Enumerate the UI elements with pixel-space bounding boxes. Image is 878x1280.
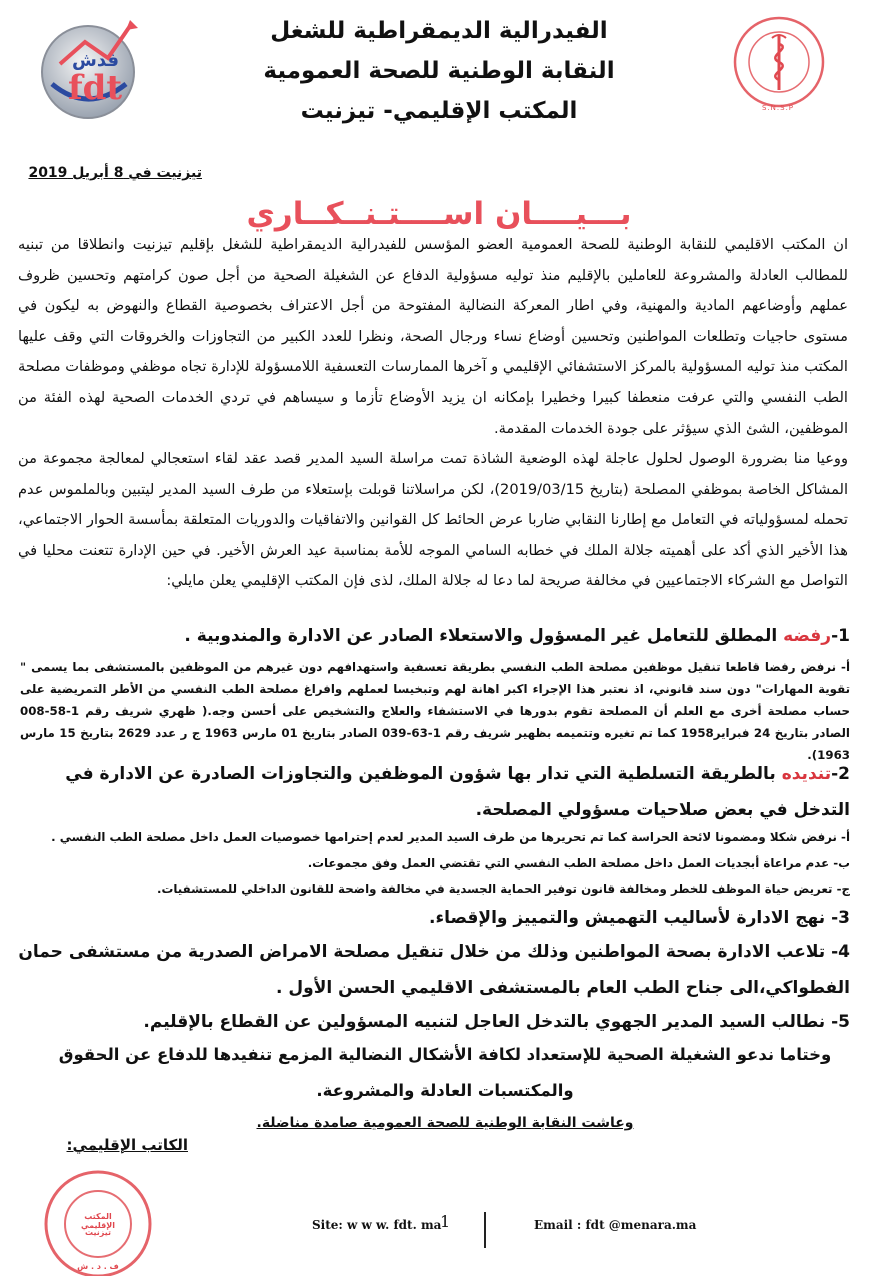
footer-site: Site: w w w. fdt. ma: [312, 1218, 442, 1232]
sub-point-2b: ب- عدم مراعاة أبجديات العمل داخل مصلحة الطب النفسي التي تقتضي العمل وفق مجموعات.: [307, 856, 850, 870]
demand-item-1: [16, 618, 850, 654]
sub-point-1a: أ- نرفض رفضا قاطعا تنقيل موظفين مصلحة الطب النفسي بطريقة تعسفية واستهدافهم دون غيرهم من الموظفين بالمستشفى بما يسمى " تقوية المهارات" دون سند قانوني، اذ نعتبر هذا الإجراء اكبر اهانة لهم وتبخيسا لعملهم وافراغ مصلحة الطب النفسي من الأطر التمريضية على حساب مصلحة أخرى مع العلم أن المصلحة تقوم بدورها في الاستشفاء والعلاج والتشخيص على أحسن وجه.( ظهري شريف رقم 1-58-008 الصادر بتاريخ 24 فبراير1958 كما تم تغيره وتتميمه بظهير شريف رقم 1-63-039 الصادر بتاريخ 01 مارس 1963 ج ر عدد 2629 بتاريخ 15 مارس 1963).: [20, 660, 850, 762]
closing-line-1: وختاما ندعو الشغيلة الصحية للإستعداد لكافة الأشكال النضالية المزمع تنفيدها للدفاع عن الحقوق: [58, 1045, 832, 1064]
item-text: نطالب السيد المدير الجهوي بالتدخل العاجل لتنبيه المسؤولين عن القطاع بالإقليم.: [143, 1012, 832, 1032]
sub-point-2c: ج- تعريض حياة الموظف للخطر ومخالفة قانون توفير الحماية الجسدية في مخالفة واضحة للقانون الداخلي للمستشفيات.: [157, 882, 850, 896]
item-number: 4-: [831, 942, 850, 962]
regional-office-stamp: [30, 1158, 170, 1276]
stamp-center-text-1: المكتب الإقليمي: [81, 1212, 115, 1230]
intro-paragraph-2: ووعيا منا بضرورة الوصول لحلول عاجلة لهذه الوضعية الشاذة تمت مراسلة السيد المدير قصد عقد لقاء استعجالي لمعالجة مجموعة من المشاكل الخاصة بموظفي المصلحة (بتاريخ 2019/03/15)، لكن مراسلاتنا قوبلت بإستعلاء من طرف السيد المدير ليتبين وبالملموس عدم تحمله لمسؤولياته في التعامل مع إطارنا النقابي ضاربا عرض الحائط كل القوانين والاتفاقيات والدوريات المتعلقة بمأسسة الحوار الاجتماعي، هذا الأخير الذي أكد على أهميته جلالة الملك في خطابه السامي الموجه للأمة بمناسبة عيد العرش الأخير. في حين الإدارة تتعنت محليا في التواصل مع الشركاء الاجتماعيين في مخالفة صريحة لما دعا له جلالة الملك، لذى فإن المكتب الإقليمي يعلن مايلي:: [18, 450, 849, 590]
logo-arabic-text: فدش: [72, 50, 120, 71]
document-date: تيزنيت في 8 أبريل 2019: [28, 165, 202, 181]
header-line-2: النقابة الوطنية للصحة العمومية: [263, 58, 615, 84]
demand-item-5: [16, 1004, 850, 1040]
demand-item-3: [16, 900, 850, 936]
header-line-1: الفيدرالية الديمقراطية للشغل: [270, 18, 608, 44]
demand-item-4: [16, 934, 850, 1006]
item-lead: تنديده: [781, 764, 832, 784]
closing-line-2: والمكتسبات العادلة والمشروعة.: [316, 1081, 574, 1100]
logo-fdt-text: fdt: [68, 68, 123, 108]
stamp-center-text-2: تيزنيت: [85, 1228, 111, 1237]
item-number: 5-: [831, 1012, 850, 1032]
item-text: المطلق للتعامل غير المسؤول والاستعلاء الصادر عن الادارة والمندوبية .: [184, 626, 784, 646]
stamp-bottom-text: ف . د . ش: [77, 1262, 119, 1271]
item-number: 2-: [831, 764, 850, 784]
snsp-logo-bottom-text: S.N.S.P: [762, 104, 795, 112]
item-number: 1-: [831, 626, 850, 646]
item-text: نهج الادارة لأساليب التهميش والتمييز والإقصاء.: [429, 908, 832, 928]
footer-page-number: 1: [440, 1212, 451, 1231]
item-number: 3-: [831, 908, 850, 928]
footer-separator: [484, 1212, 486, 1248]
intro-paragraph-1: ان المكتب الاقليمي للنقابة الوطنية للصحة العمومية العضو المؤسس للفيدرالية الديمقراطية للشغل بإقليم تيزنيت وانطلاقا من تبنيه للمطالب العادلة والمشروعة للعاملين بالإقليم منذ توليه مسؤولية الدفاع عن الشغيلة الصحية من أجل صون كرامتهم وتحسين ظروف عملهم وأوضاعهم المادية والمهنية، وفي اطار المعركة النضالية المفتوحة من أجل الاعتراف بخصوصية القطاع والنهوض به ليكون في مستوى حاجيات وتطلعات المواطنين وتحسين أوضاع نساء ورجال الصحة، ونظرا للعدد الكبير من التجاوزات والخروقات التي وقف عليها المكتب منذ توليه المسؤولية بالمركز الاستشفائي الإقليمي و آخرها الممارسات التعسفية اللامسؤولة للإدارة تجاه موظفي وموظفات مصلحة الطب النفسي والتي عرفت منعطفا كبيرا وخطيرا بإمكانه ان يزيد الأوضاع تأزما و سيساهم في تردي الخدمات الصحية لهذه الفئة من الموظفين، الشئ الذي سيؤثر على جودة الخدمات المقدمة.: [18, 236, 848, 437]
demand-item-2: [16, 756, 850, 828]
sub-point-2a: أ- نرفض شكلا ومضمونا لائحة الحراسة كما تم تحريرها من طرف السيد المدير لعدم إحترامها خصوصيات العمل داخل مصلحة الطب النفسي .: [51, 830, 850, 844]
header-line-3: المكتب الإقليمي- تيزنيت: [300, 98, 578, 124]
item-text: بالطريقة التسلطية التي تدار بها شؤون الموظفين والتجاوزات الصادرة عن الادارة في التدخل في بعض صلاحيات مسؤولي المصلحة.: [65, 764, 850, 820]
footer-email: Email : fdt @menara.ma: [534, 1218, 697, 1232]
document-title: بـــيــــان اســــتـنــكــاري: [246, 196, 632, 232]
item-lead: رفضه: [783, 626, 832, 646]
item-text: تلاعب الادارة بصحة المواطنين وذلك من خلال تنقيل مصلحة الامراض الصدرية من مستشفى حمان الفطواكي،الى جناح الطب العام بالمستشفى الاقليمي الحسن الأول .: [18, 942, 850, 998]
closing-line-3: وعاشت النقابة الوطنية للصحة العمومية صامدة مناضلة.: [256, 1115, 634, 1131]
signature-label: الكاتب الإقليمي:: [66, 1136, 188, 1154]
